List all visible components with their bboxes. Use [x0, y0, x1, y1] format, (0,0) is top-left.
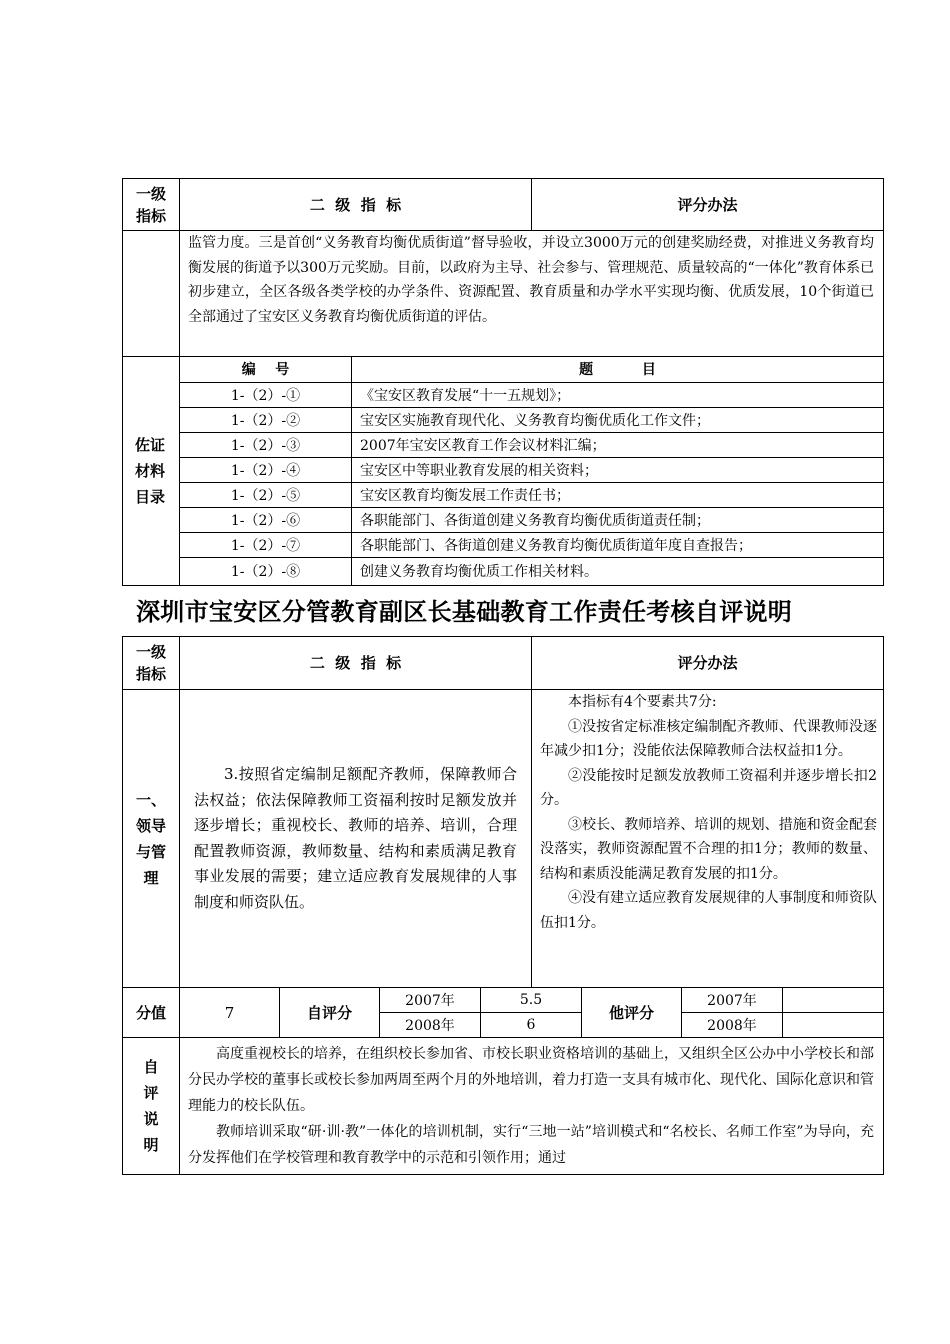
evidence-code: 1-（2）-⑥ [180, 507, 352, 532]
evidence-label: 佐证材料目录 [135, 436, 166, 506]
category-cell [123, 690, 180, 988]
table2-header-level2: 二 级 指 标 [180, 637, 532, 690]
evidence-title: 创建义务教育均衡优质工作相关材料。 [360, 564, 598, 580]
table-row [180, 557, 883, 585]
evidence-title: 《宝安区教育发展“十一五规划》； [360, 387, 571, 404]
other-score-2008 [783, 1013, 883, 1038]
evidence-code: 1-（2）-④ [180, 457, 352, 482]
scoring-intro: 本指标有4个要素共7分: [568, 694, 717, 710]
table1-header-level2: 二 级 指 标 [180, 179, 532, 231]
table2-header-scoring: 评分办法 [532, 637, 883, 690]
table1-header-scoring: 评分办法 [532, 179, 883, 231]
table-row [180, 532, 883, 558]
table-row [180, 507, 883, 533]
self-score-2007: 5.5 [481, 988, 582, 1013]
evidence-code: 1-（2）-① [180, 382, 352, 407]
table2-header-level1: 一级指标 [123, 637, 180, 690]
other-score-label: 他评分 [582, 988, 682, 1038]
evidence-title: 各职能部门、各街道创建义务教育均衡优质街道责任制； [360, 512, 710, 529]
evidence-code: 1-（2）-⑤ [180, 482, 352, 507]
evidence-title: 宝安区教育均衡发展工作责任书； [360, 487, 570, 504]
scoring-item: ②没能按时足额发放教师工资福利并逐步增长扣2分。 [540, 767, 877, 808]
self-year-2007: 2007年 [380, 988, 481, 1013]
evidence-list [180, 357, 883, 585]
table-2 [122, 636, 884, 1175]
self-score-label: 自评分 [280, 988, 380, 1038]
table-row [180, 407, 883, 433]
self-eval-paragraph: 教师培训采取“研·训·教”一体化的培训机制，实行“三地一站”培训模式和“名校长、名师工作室”为导向，充分发挥他们在学校管理和教育教学中的示范和引领作用；通过 [188, 1124, 874, 1166]
evidence-title: 各职能部门、各街道创建义务教育均衡优质街道年度自查报告； [360, 537, 752, 554]
scoring-cell [532, 690, 883, 988]
evidence-title: 宝安区中等职业教育发展的相关资料； [360, 462, 598, 479]
table1-continuation-text: 监管力度。三是首创“义务教育均衡优质街道”督导验收，并设立3000万元的创建奖励经费，对推进义务教育均衡发展的街道予以300万元奖励。目前，以政府为主导、社会参与、管理规范、质量较高的“一体化”教育体系已初步建立，全区各级各类学校的办学条件、资源配置、教育质量和办学水平实现均衡、优质发展，10个街道已全部通过了宝安区义务教育均衡优质街道的评估。 [180, 231, 883, 357]
evidence-code: 1-（2）-⑧ [180, 557, 352, 585]
score-label: 分值 [123, 988, 180, 1038]
evidence-code: 1-（2）-② [180, 407, 352, 432]
other-score-2007 [783, 988, 883, 1013]
other-year-2008: 2008年 [682, 1013, 783, 1038]
self-year-2008: 2008年 [380, 1013, 481, 1038]
indicator-cell [180, 690, 532, 988]
indicator-text: 3.按照省定编制足额配齐教师，保障教师合法权益；依法保障教师工资福利按时足额发放并逐步增长；重视校长、教师的培养、培训，合理配置教师资源，教师数量、结构和素质满足教育事业发展的需要；建立适应教育发展规律的人事制度和师资队伍。 [194, 765, 517, 911]
evidence-title: 2007年宝安区教育工作会议材料汇编； [360, 437, 606, 454]
table-row [180, 382, 883, 408]
score-value: 7 [180, 988, 280, 1038]
category-label: 一、领导与管理 [135, 790, 166, 887]
scoring-item: ③校长、教师培养、培训的规划、措施和资金配套没落实，教师资源配置不合理的扣1分；教师的数量、结构和素质没能满足教育发展的扣1分。 [540, 816, 877, 882]
scoring-item: ④没有建立适应教育发展规律的人事制度和师资队伍扣1分。 [540, 890, 877, 931]
self-eval-paragraph: 高度重视校长的培养，在组织校长参加省、市校长职业资格培训的基础上，又组织全区公办中小学校长和部分民办学校的董事长或校长参加两周至两个月的外地培训，着力打造一支具有城市化、现代化、国际化意识和管理能力的校长队伍。 [188, 1046, 874, 1114]
table1-header-level1: 一级指标 [123, 179, 180, 231]
table-row [180, 482, 883, 508]
evidence-header-row [180, 357, 883, 383]
evidence-label-cell [123, 357, 180, 585]
evidence-title: 宝安区实施教育现代化、义务教育均衡优质化工作文件； [360, 412, 710, 429]
evidence-col-code: 编 号 [180, 357, 352, 382]
table-row [180, 432, 883, 458]
other-year-2007: 2007年 [682, 988, 783, 1013]
table1-empty-level-cell [123, 231, 180, 357]
self-eval-label-cell [123, 1038, 180, 1174]
self-eval-text [180, 1038, 883, 1174]
evidence-code: 1-（2）-③ [180, 432, 352, 457]
table-row [180, 457, 883, 483]
scoring-item: ①没按省定标准核定编制配齐教师、代课教师没逐年减少扣1分；没能依法保障教师合法权益扣1分。 [540, 718, 877, 759]
self-score-2008: 6 [481, 1013, 582, 1038]
evidence-code: 1-（2）-⑦ [180, 532, 352, 557]
self-eval-label: 自评说明 [143, 1058, 159, 1154]
section-title: 深圳市宝安区分管教育副区长基础教育工作责任考核自评说明 [136, 597, 793, 626]
table-1 [122, 178, 884, 586]
evidence-col-title: 题 目 [579, 361, 656, 378]
